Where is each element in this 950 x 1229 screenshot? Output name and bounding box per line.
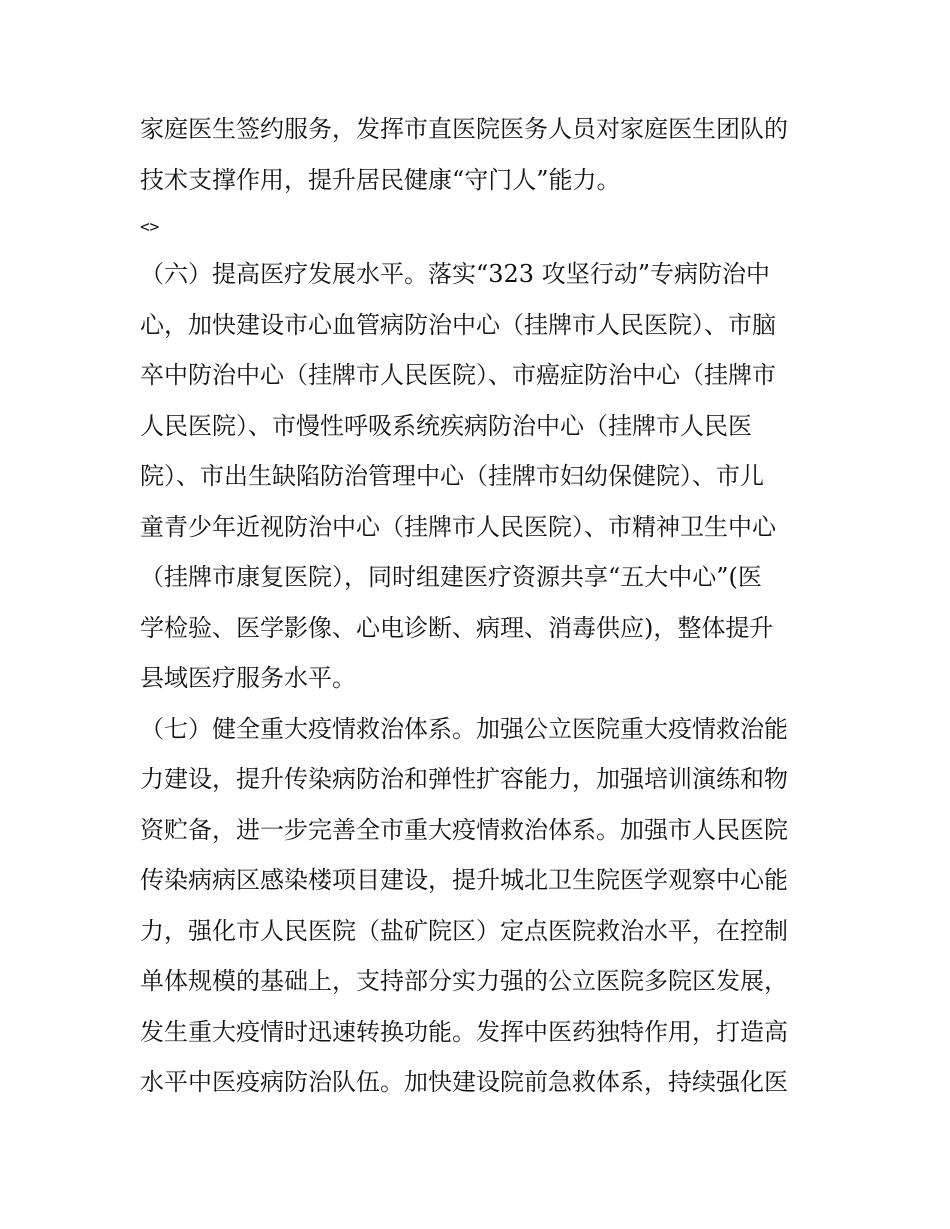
text-line: 单体规模的基础上，支持部分实力强的公立医院多院区发展， <box>140 967 788 995</box>
text-line: 心，加快建设市心血管病防治中心（挂牌市人民医院）、市脑 <box>140 310 776 339</box>
placeholder-marker: <> <box>140 217 160 236</box>
text-line: 县域医疗服务水平。 <box>140 664 356 692</box>
text-line: 童青少年近视防治中心（挂牌市人民医院）、市精神卫生中心 <box>140 512 776 541</box>
text-line: 技术支撑作用，提升居民健康“守门人”能力。 <box>140 165 621 194</box>
text-line: 力建设，提升传染病防治和弹性扩容能力，加强培训演练和物 <box>140 765 788 793</box>
text-line: 院）、市出生缺陷防治管理中心（挂牌市妇幼保健院）、市儿 <box>140 462 764 490</box>
text-line: 资贮备，进一步完善全市重大疫情救治体系。加强市人民医院 <box>140 815 788 844</box>
section-heading-line: （六）提高医疗发展水平。落实“323 攻坚行动”专病防治中 <box>140 260 770 288</box>
text-line: 家庭医生签约服务，发挥市直医院医务人员对家庭医生团队的 <box>140 115 788 143</box>
document-body <box>140 104 820 1108</box>
text-line: 学检验、医学影像、心电诊断、病理、消毒供应)，整体提升 <box>140 613 774 642</box>
text-line: 人民医院）、市慢性呼吸系统疾病防治中心（挂牌市人民医 <box>140 411 752 440</box>
text-line: 水平中医疫病防治队伍。加快建设院前急救体系，持续强化医 <box>140 1068 788 1096</box>
section-heading-line: （七）健全重大疫情救治体系。加强公立医院重大疫情救治能 <box>140 714 788 743</box>
text-line: 发生重大疫情时迅速转换功能。发挥中医药独特作用，打造高 <box>140 1017 788 1046</box>
text-line: 卒中防治中心（挂牌市人民医院）、市癌症防治中心（挂牌市 <box>140 361 776 389</box>
text-line: 传染病病区感染楼项目建设，提升城北卫生院医学观察中心能 <box>140 866 788 894</box>
text-line: 力，强化市人民医院（盐矿院区）定点医院救治水平，在控制 <box>140 916 788 945</box>
text-line: （挂牌市康复医院），同时组建医疗资源共享“五大中心”(医 <box>140 563 762 591</box>
